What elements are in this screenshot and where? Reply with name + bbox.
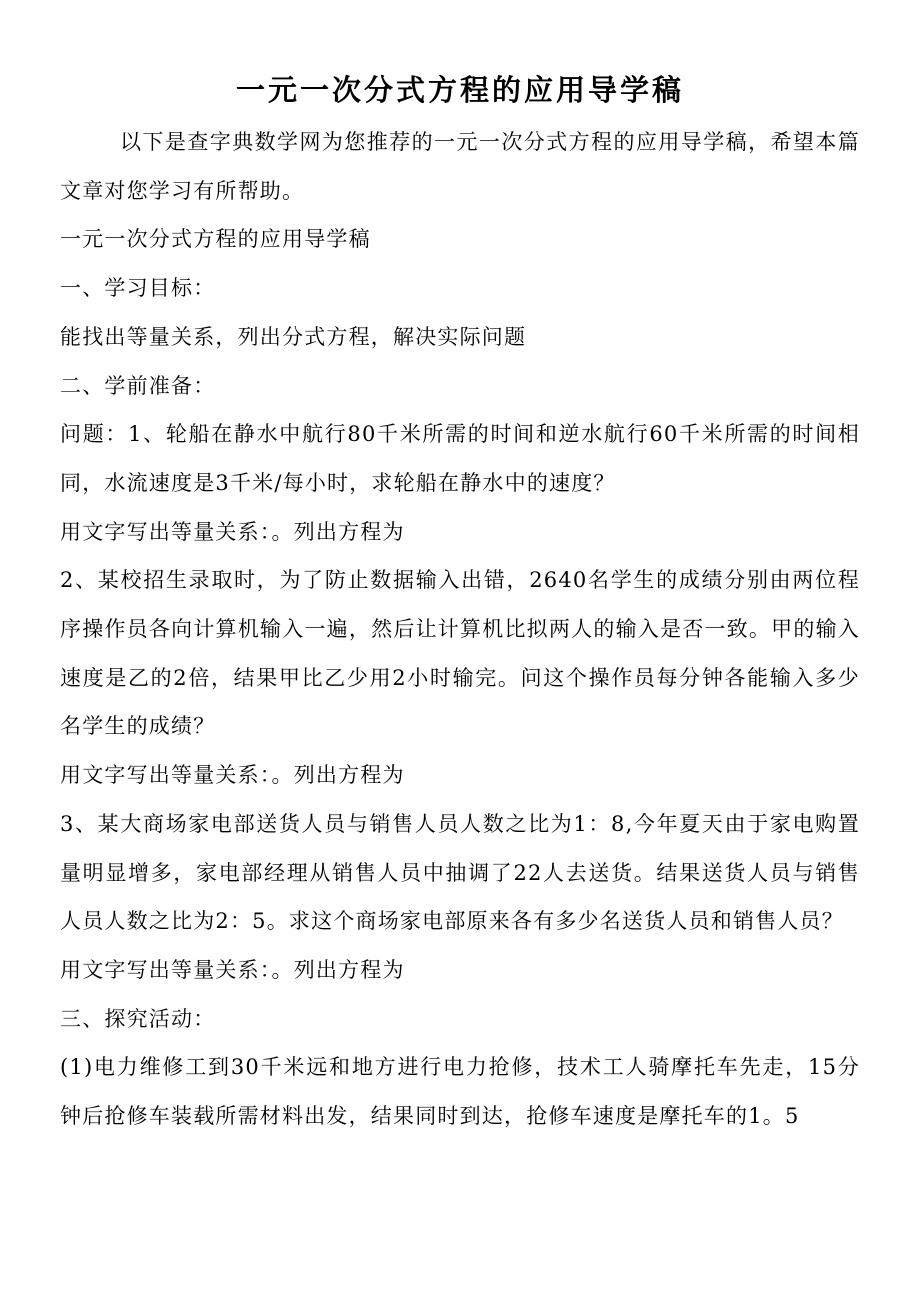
section-heading-preparation: 二、学前准备： [60,373,216,398]
subtitle-paragraph: 一元一次分式方程的应用导学稿 [60,227,371,252]
goals-paragraph: 能找出等量关系，列出分式方程，解决实际问题 [60,324,527,349]
relation-prompt-3: 用文字写出等量关系：。列出方程为 [60,957,405,982]
document-body [60,118,860,1141]
relation-prompt-2: 用文字写出等量关系：。列出方程为 [60,763,405,788]
problem-2-paragraph: 2、某校招生录取时，为了防止数据输入出错，2640名学生的成绩分别由两位程序操作员各向计算机输入一遍，然后让计算机比拟两人的输入是否一致。甲的输入速度是乙的2倍，结果甲比乙少用2小时输完。问这个操作员每分钟各能输入多少名学生的成绩？ [60,568,860,739]
problem-1-paragraph: 问题：1、轮船在静水中航行80千米所需的时间和逆水航行60千米所需的时间相同，水流速度是3千米/每小时，求轮船在静水中的速度？ [60,422,860,495]
activity-1-paragraph: (1)电力维修工到30千米远和地方进行电力抢修，技术工人骑摩托车先走，15分钟后抢修车装载所需材料出发，结果同时到达，抢修车速度是摩托车的1。5 [60,1055,860,1129]
relation-prompt-1: 用文字写出等量关系：。列出方程为 [60,519,405,544]
document-title: 一元一次分式方程的应用导学稿 [235,73,684,107]
section-heading-goals: 一、学习目标： [60,276,216,301]
intro-paragraph: 以下是查字典数学网为您推荐的一元一次分式方程的应用导学稿，希望本篇文章对您学习有所帮助。 [60,130,860,203]
section-heading-activity: 三、探究活动： [60,1006,216,1031]
problem-3-paragraph: 3、某大商场家电部送货人员与销售人员人数之比为1：8,今年夏天由于家电购置量明显增多，家电部经理从销售人员中抽调了22人去送货。结果送货人员与销售人员人数之比为2：5。求这个商场家电部原来各有多少名送货人员和销售人员？ [60,811,860,934]
